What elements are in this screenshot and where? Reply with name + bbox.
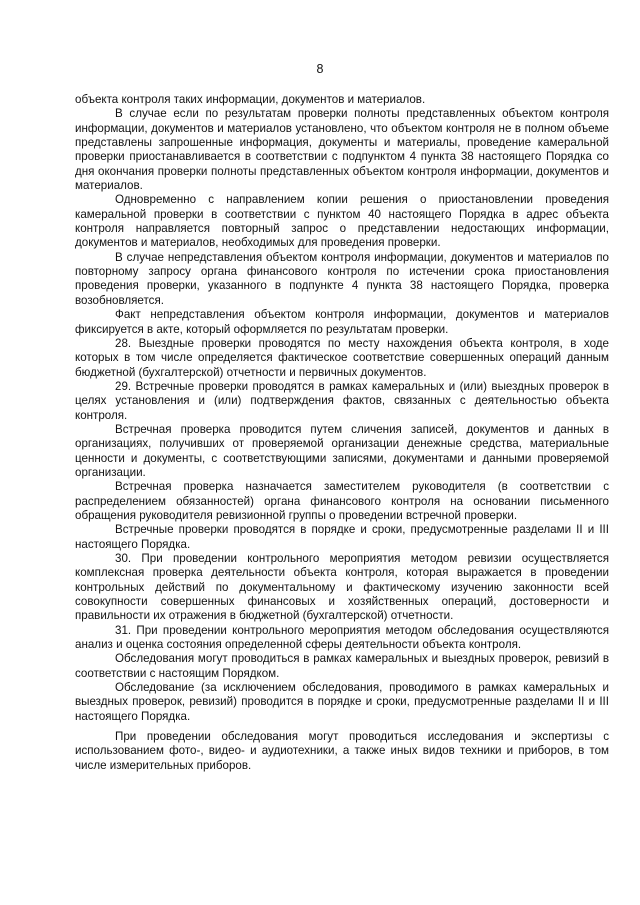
paragraph: Обследование (за исключением обследования, проводимого в рамках камеральных и выездных проверок, ревизий) проводится в порядке и сроки, предусмотренные разделами II и III настоящего Порядка. bbox=[75, 681, 609, 723]
paragraph-item-28: 28. Выездные проверки проводятся по месту нахождения объекта контроля, в ходе которых в том числе определяется фактическое соответствие совершенных операций данным бюджетной (бухгалтерской) отчетности и первичных документов. bbox=[75, 336, 609, 379]
paragraph: При проведении обследования могут проводиться исследования и экспертизы с использованием фото-, видео- и аудиотехники, а также иных видов техники и приборов, в том числе измерительных приборов. bbox=[75, 730, 609, 772]
paragraph: Одновременно с направлением копии решения о приостановлении проведения камеральной проверки в соответствии с пунктом 40 настоящего Порядка в адрес объекта контроля направляется повторный запрос о представлении недостающих информации, документов и материалов, необходимых для проведения проверки. bbox=[75, 193, 609, 250]
page-number: 8 bbox=[316, 62, 324, 76]
paragraph-item-31: 31. При проведении контрольного мероприятия методом обследования осуществляются анализ и оценка состояния определенной сферы деятельности объекта контроля. bbox=[75, 623, 609, 652]
paragraph: В случае непредставления объектом контроля информации, документов и материалов по повторному запросу органа финансового контроля по истечении срока приостановления проведения проверки, указанного в подпункте 4 пункта 38 настоящего Порядка, проверка возобновляется. bbox=[75, 250, 609, 307]
paragraph-item-30: 30. При проведении контрольного мероприятия методом ревизии осуществляется комплексная проверка деятельности объекта контроля, которая выражается в проведении контрольных действий по документальному и фактическому изучению законности всей совокупности совершенных финансовых и хозяйственных операций, достоверности и правильности их отражения в бюджетной (бухгалтерской) отчетности. bbox=[75, 552, 609, 623]
paragraph: В случае если по результатам проверки полноты представленных объектом контроля информации, документов и материалов установлено, что объектом контроля не в полном объеме представлены запрошенные информация, документы и материалы, проведение камеральной проверки приостанавливается в соответствии с подпунктом 4 пункта 38 настоящего Порядка со дня окончания проверки полноты представленных объектом контроля информации, документов и материалов. bbox=[75, 107, 609, 193]
paragraph: Встречная проверка назначается заместителем руководителя (в соответствии с распределением обязанностей) органа финансового контроля на основании письменного обращения руководителя ревизионной группы о проведении встречной проверки. bbox=[75, 480, 609, 522]
paragraph-item-29: 29. Встречные проверки проводятся в рамках камеральных и (или) выездных проверок в целях установления и (или) подтверждения фактов, связанных с деятельностью объекта контроля. bbox=[75, 379, 609, 422]
paragraph: Встречная проверка проводится путем сличения записей, документов и данных в организациях, получивших от проверяемой организации денежные средства, материальные ценности и документы, с соответствующими записями, документами и данными проверяемой организации. bbox=[75, 422, 609, 479]
paragraph: Встречные проверки проводятся в порядке и сроки, предусмотренные разделами II и III настоящего Порядка. bbox=[75, 523, 609, 551]
paragraph-continuation: объекта контроля таких информации, документов и материалов. bbox=[75, 93, 426, 106]
document-body bbox=[75, 93, 609, 773]
paragraph: Обследования могут проводиться в рамках камеральных и выездных проверок, ревизий в соответствии с настоящим Порядком. bbox=[75, 652, 609, 680]
paragraph: Факт непредставления объектом контроля информации, документов и материалов фиксируется в акте, который оформляется по результатам проверки. bbox=[75, 308, 609, 336]
